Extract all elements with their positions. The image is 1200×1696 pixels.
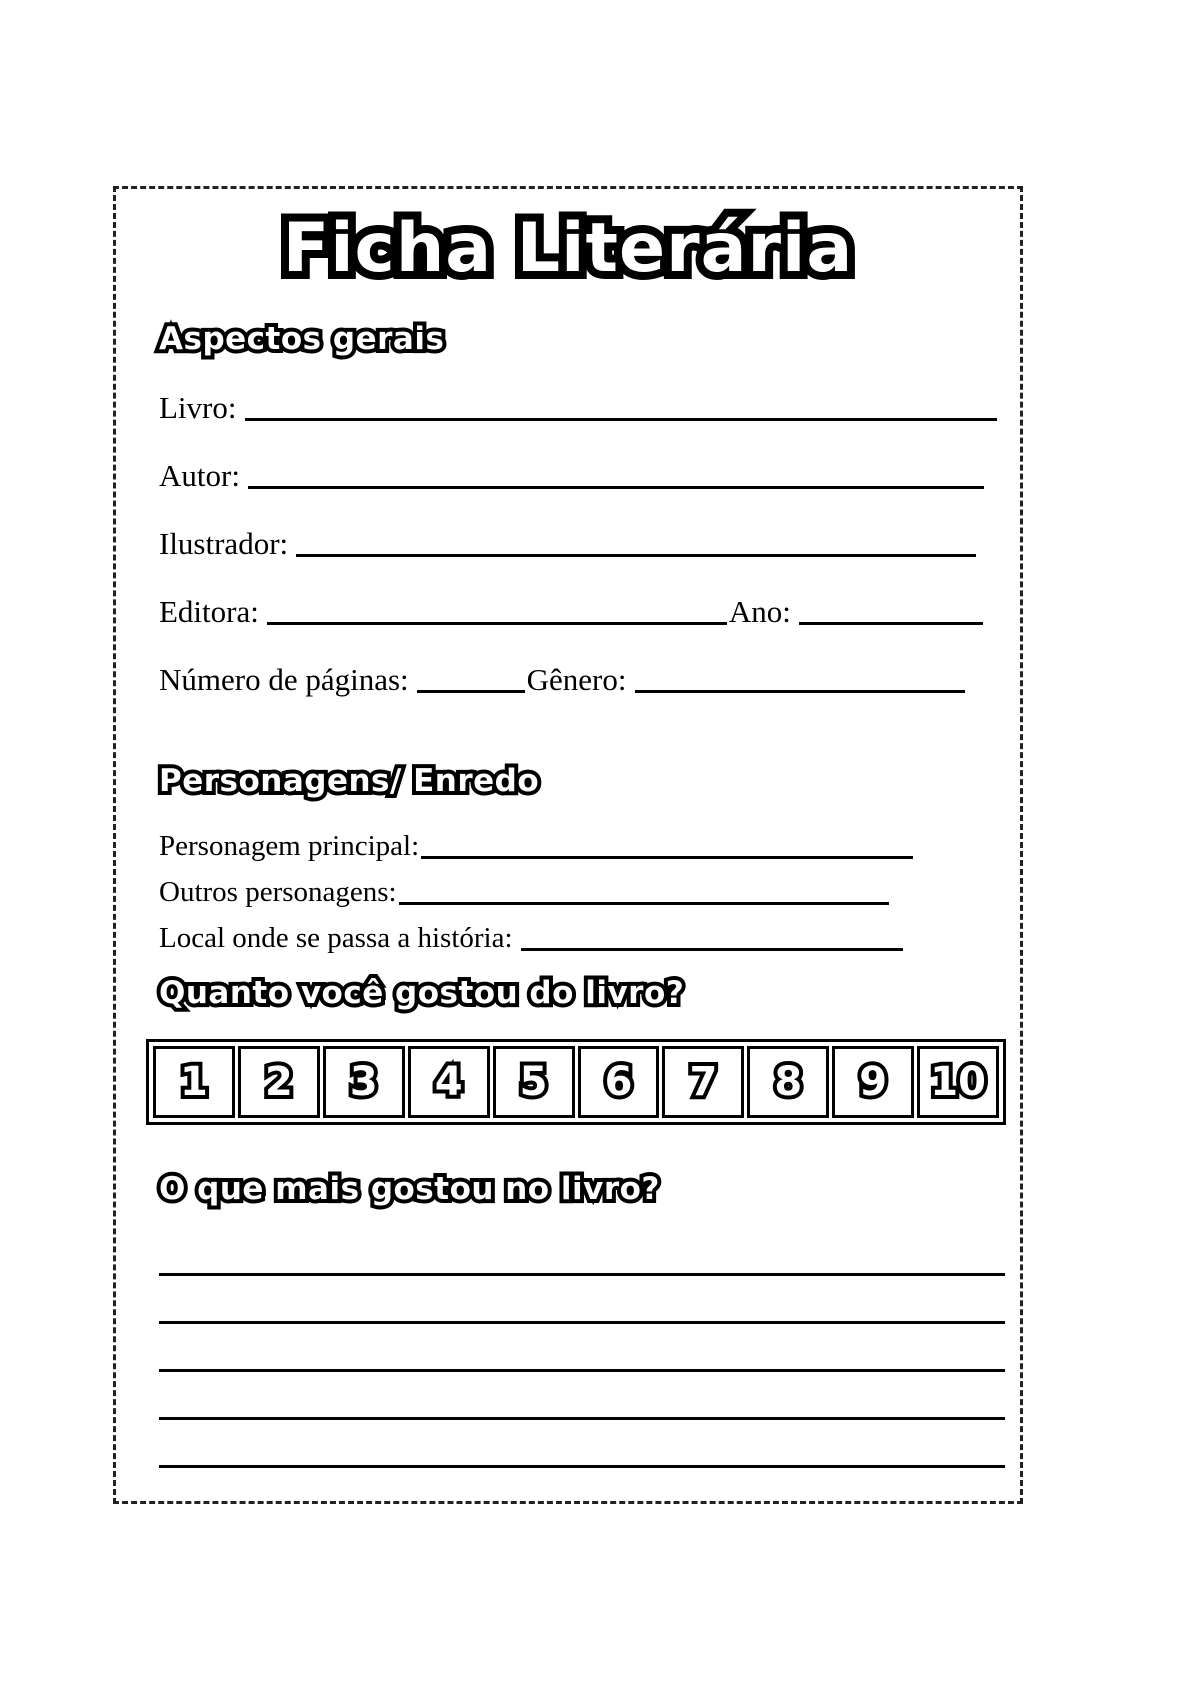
rating-scale xyxy=(146,1039,1006,1125)
literary-sheet xyxy=(113,186,1023,1504)
other-characters-label: Outros personagens: xyxy=(159,876,397,908)
answer-line-5[interactable] xyxy=(159,1465,1005,1468)
rating-option-7[interactable]: 7 xyxy=(662,1046,744,1118)
publisher-field[interactable] xyxy=(267,622,727,625)
other-characters-field[interactable] xyxy=(399,902,889,905)
author-label: Autor: xyxy=(159,458,240,493)
general-heading: Aspectos gerais xyxy=(159,321,445,357)
rating-option-9[interactable]: 9 xyxy=(832,1046,914,1118)
main-character-field[interactable] xyxy=(421,856,913,859)
liked-heading: O que mais gostou no livro? xyxy=(159,1171,660,1207)
rating-option-4[interactable]: 4 xyxy=(408,1046,490,1118)
genre-label: Gênero: xyxy=(526,662,627,697)
author-field[interactable] xyxy=(248,486,984,489)
illustrator-field[interactable] xyxy=(296,554,976,557)
pages-field[interactable] xyxy=(417,690,525,693)
genre-field[interactable] xyxy=(635,690,965,693)
book-label: Livro: xyxy=(159,390,237,425)
main-character-label: Personagem principal: xyxy=(159,830,420,862)
answer-line-3[interactable] xyxy=(159,1369,1005,1372)
illustrator-row xyxy=(159,521,976,561)
illustrator-label: Ilustrador: xyxy=(159,526,289,561)
answer-line-4[interactable] xyxy=(159,1417,1005,1420)
main-character-row xyxy=(159,823,913,863)
setting-row xyxy=(159,915,903,955)
rating-option-10[interactable]: 10 xyxy=(917,1046,999,1118)
pages-row xyxy=(159,657,965,697)
answer-line-2[interactable] xyxy=(159,1321,1005,1324)
book-row xyxy=(159,385,997,425)
pages-label: Número de páginas: xyxy=(159,662,409,697)
rating-option-6[interactable]: 6 xyxy=(578,1046,660,1118)
rating-option-8[interactable]: 8 xyxy=(747,1046,829,1118)
rating-option-3[interactable]: 3 xyxy=(323,1046,405,1118)
rating-option-1[interactable]: 1 xyxy=(153,1046,235,1118)
year-label: Ano: xyxy=(728,594,791,629)
setting-label: Local onde se passa a história: xyxy=(159,922,513,954)
year-field[interactable] xyxy=(799,622,983,625)
rating-heading: Quanto você gostou do livro? xyxy=(159,975,685,1011)
page-title: Ficha Literária xyxy=(282,209,854,288)
characters-heading: Personagens/ Enredo xyxy=(159,763,540,799)
publisher-row xyxy=(159,589,983,629)
book-field[interactable] xyxy=(245,418,997,421)
publisher-label: Editora: xyxy=(159,594,259,629)
author-row xyxy=(159,453,984,493)
rating-option-2[interactable]: 2 xyxy=(238,1046,320,1118)
answer-line-1[interactable] xyxy=(159,1273,1005,1276)
setting-field[interactable] xyxy=(521,948,903,951)
other-characters-row xyxy=(159,869,889,909)
rating-option-5[interactable]: 5 xyxy=(493,1046,575,1118)
